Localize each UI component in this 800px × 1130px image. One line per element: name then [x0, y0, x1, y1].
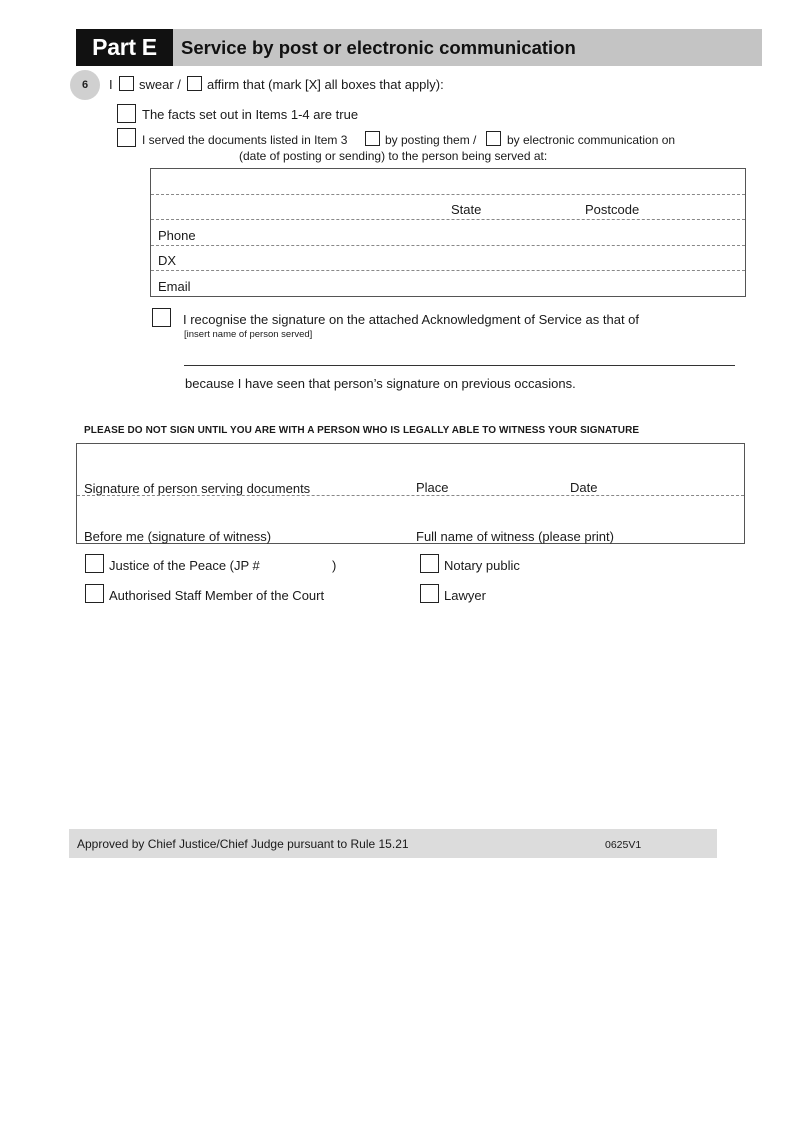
served-checkbox[interactable] — [117, 128, 136, 147]
swear-checkbox[interactable] — [119, 76, 134, 91]
footer-code: 0625V1 — [605, 839, 642, 851]
place-label: Place — [416, 480, 449, 495]
address-divider — [151, 270, 745, 271]
address-divider — [151, 219, 745, 220]
facts-label: The facts set out in Items 1-4 are true — [142, 107, 359, 122]
facts-checkbox[interactable] — [117, 104, 136, 123]
postcode-label: Postcode — [585, 202, 640, 217]
served-label: I served the documents listed in Item 3 — [142, 133, 348, 147]
state-label: State — [451, 202, 482, 217]
item-i-label: I — [109, 77, 113, 92]
notary-label: Notary public — [444, 558, 520, 573]
email-label: Email — [158, 279, 191, 294]
address-field[interactable] — [151, 169, 745, 194]
electronic-checkbox[interactable] — [486, 131, 501, 146]
staff-label: Authorised Staff Member of the Court — [109, 588, 325, 603]
affirm-label: affirm that (mark [X] all boxes that apply): — [207, 77, 444, 92]
electronic-label: by electronic communication on — [507, 133, 676, 147]
jp-label: Justice of the Peace (JP # — [109, 558, 260, 573]
affirm-checkbox[interactable] — [187, 76, 202, 91]
posting-checkbox[interactable] — [365, 131, 380, 146]
address-divider — [151, 245, 745, 246]
jp-close-paren: ) — [332, 558, 337, 573]
dx-label: DX — [158, 253, 177, 268]
recognise-checkbox[interactable] — [152, 308, 171, 327]
date-label: Date — [570, 480, 598, 495]
date-note: (date of posting or sending) to the person being served at: — [239, 149, 548, 163]
because-text: because I have seen that person’s signature on previous occasions. — [185, 376, 576, 391]
jp-checkbox[interactable] — [85, 554, 104, 573]
signature-label: Signature of person serving documents — [84, 481, 311, 496]
witness-name-label: Full name of witness (please print) — [416, 529, 614, 544]
recognise-hint: [insert name of person served] — [184, 329, 313, 340]
notary-checkbox[interactable] — [420, 554, 439, 573]
item-number-badge: 6 — [70, 70, 100, 100]
lawyer-checkbox[interactable] — [420, 584, 439, 603]
signing-warning: PLEASE DO NOT SIGN UNTIL YOU ARE WITH A PERSON WHO IS LEGALLY ABLE TO WITNESS YOUR SIGNATURE — [84, 425, 640, 436]
witness-label: Before me (signature of witness) — [84, 529, 272, 544]
staff-checkbox[interactable] — [85, 584, 104, 603]
swear-label: swear / — [139, 77, 181, 92]
address-divider — [151, 194, 745, 195]
phone-label: Phone — [158, 228, 196, 243]
part-label: Part E — [76, 29, 173, 66]
lawyer-label: Lawyer — [444, 588, 486, 603]
person-served-name-line[interactable] — [184, 365, 735, 366]
footer-approved: Approved by Chief Justice/Chief Judge pursuant to Rule 15.21 — [77, 837, 409, 851]
posting-label: by posting them / — [385, 133, 477, 147]
recognise-label: I recognise the signature on the attached Acknowledgment of Service as that of — [183, 312, 640, 327]
part-title: Service by post or electronic communication — [181, 37, 576, 58]
